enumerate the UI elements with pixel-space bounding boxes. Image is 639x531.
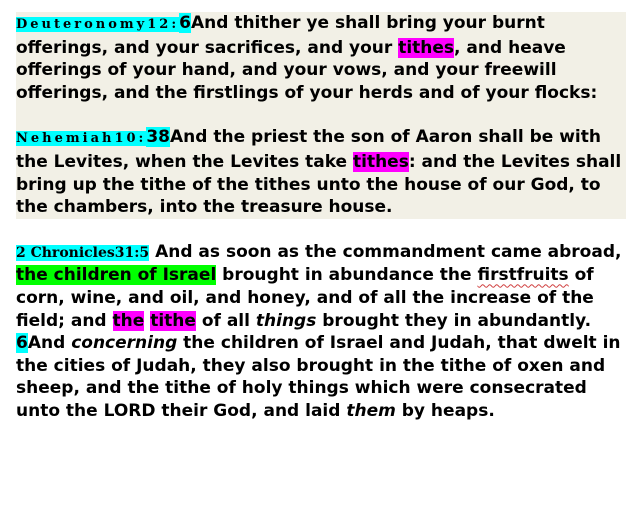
italic-word: concerning xyxy=(71,333,178,354)
verse-text: brought they in abundantly. xyxy=(316,310,592,331)
verse-text: the children of Israel and Judah, that dwelt in the cities of Judah, they also brought in the tithe of oxen and sheep, and the tithe of holy things which were consecrated unto the LORD their God, and laid xyxy=(16,333,621,421)
highlight-children-of-israel: the children of Israel xyxy=(16,265,217,286)
scripture-document xyxy=(16,12,626,423)
verse-text: And thither ye shall bring your burnt offerings, and your sacrifices, and your xyxy=(16,13,545,58)
highlight-tithes: tithes xyxy=(353,151,409,172)
italic-word: them xyxy=(346,400,396,421)
verse-number: 38 xyxy=(146,127,171,148)
spellcheck-word: firstfruits xyxy=(477,265,569,286)
highlight-tithe: tithe xyxy=(150,310,196,331)
verse-reference: Nehemiah10: xyxy=(16,131,147,147)
verse-text: And as soon as the commandment came abroad, xyxy=(149,241,622,262)
highlight-the: the xyxy=(112,310,145,331)
verse-text: of corn, wine, and oil, and honey, and of all the increase of the field; and xyxy=(16,265,594,331)
verse-text: brought in abundance the xyxy=(216,265,478,286)
verse-reference: 2 Chronicles31:5 xyxy=(16,244,150,261)
deuteronomy-passage xyxy=(16,12,626,219)
verse-text: And xyxy=(27,333,72,354)
verse-text: , and heave offerings of your hand, and your vows, and your freewill offerings, and the firstlings of your herds and of your flocks: xyxy=(16,37,598,103)
italic-word: things xyxy=(255,310,317,331)
verse-number: 6 xyxy=(179,13,191,33)
nehemiah-passage xyxy=(16,126,626,218)
verse-text: : and the Levites shall bring up the tithe of the tithes unto the house of our God, to the chambers, into the treasure house. xyxy=(16,151,622,218)
verse-reference: Deuteronomy12: xyxy=(16,17,180,32)
chronicles-passage xyxy=(16,241,626,423)
verse-text: of all xyxy=(195,310,256,331)
verse-text: by heaps. xyxy=(395,400,495,421)
highlight-tithes: tithes xyxy=(398,37,455,58)
verse-number: 6 xyxy=(16,333,28,354)
verse-text: And the priest the son of Aaron shall be with the Levites, when the Levites take xyxy=(16,127,601,172)
